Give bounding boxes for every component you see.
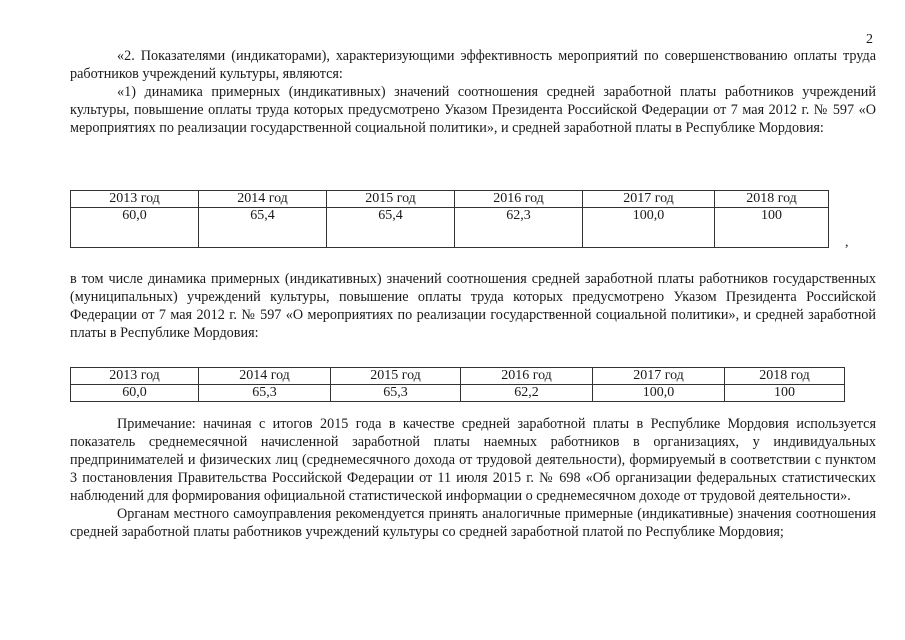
table-cell: 60,0	[71, 385, 199, 402]
table-row	[71, 208, 829, 248]
note-paragraph: Примечание: начиная с итогов 2015 года в качестве средней заработной платы в Республике Мордовия используется показатель среднемесячной начисленной заработной платы наемных работников в организациях, у индивидуальных предпринимателей и физических лиц (среднемесячного дохода от трудовой деятельности), формируемый в соответствии с пунктом 3 постановления Правительства Российской Федерации от 11 июля 2015 г. № 698 «Об организации федеральных статистических наблюдений для формирования официальной статистической информации о среднемесячном доходе от трудовой деятельности».	[70, 416, 876, 504]
page-number: 2	[866, 32, 873, 47]
table-cell: 62,2	[461, 385, 593, 402]
table-header-cell: 2015 год	[327, 191, 455, 208]
table-cell: 100	[715, 208, 829, 248]
table-header-cell: 2014 год	[199, 191, 327, 208]
table-cell: 62,3	[455, 208, 583, 248]
table-cell: 60,0	[71, 208, 199, 248]
table-header-cell: 2016 год	[461, 368, 593, 385]
table-cell: 100	[725, 385, 845, 402]
intro-paragraph-1: «2. Показателями (индикаторами), характеризующими эффективность мероприятий по совершенствованию оплаты труда работников учреждений культуры, являются:	[70, 48, 876, 82]
table-header-cell: 2017 год	[593, 368, 725, 385]
intro-section	[70, 47, 876, 137]
table-header-cell: 2016 год	[455, 191, 583, 208]
table-header-cell: 2014 год	[199, 368, 331, 385]
table-header-row	[71, 368, 845, 385]
table-cell: 65,3	[199, 385, 331, 402]
table-row	[71, 385, 845, 402]
ratio-table-state-municipal	[70, 367, 845, 402]
intro-paragraph-2: «1) динамика примерных (индикативных) значений соотношения средней заработной платы работников учреждений культуры, повышение оплаты труда которых предусмотрено Указом Президента Российской Федерации от 7 мая 2012 г. № 597 «О мероприятиях по реализации государственной социальной политики», и средней заработной платы в Республике Мордовия:	[70, 84, 876, 136]
table-cell: 100,0	[583, 208, 715, 248]
middle-paragraph: в том числе динамика примерных (индикативных) значений соотношения средней заработной платы работников государственных (муниципальных) учреждений культуры, повышение оплаты труда которых предусмотрено Указом Президента Российской Федерации от 7 мая 2012 г. № 597 «О мероприятиях по реализации государственной социальной политики», и средней заработной платы в Республике Мордовия:	[70, 271, 876, 341]
table-header-cell: 2013 год	[71, 368, 199, 385]
table-header-cell: 2013 год	[71, 191, 199, 208]
table-header-cell: 2015 год	[331, 368, 461, 385]
table-cell: 65,3	[331, 385, 461, 402]
table-trailing-comma: ,	[845, 235, 849, 250]
table-header-row	[71, 191, 829, 208]
table-cell: 65,4	[327, 208, 455, 248]
note-section	[70, 415, 876, 541]
table-header-cell: 2018 год	[715, 191, 829, 208]
table-cell: 65,4	[199, 208, 327, 248]
recommendation-paragraph: Органам местного самоуправления рекомендуется принять аналогичные примерные (индикативные) значения соотношения средней заработной платы работников учреждений культуры со средней заработной платой по Республике Мордовия;	[70, 506, 876, 540]
middle-section	[70, 270, 876, 342]
table-header-cell: 2018 год	[725, 368, 845, 385]
table-header-cell: 2017 год	[583, 191, 715, 208]
ratio-table-culture	[70, 190, 829, 248]
table-cell: 100,0	[593, 385, 725, 402]
